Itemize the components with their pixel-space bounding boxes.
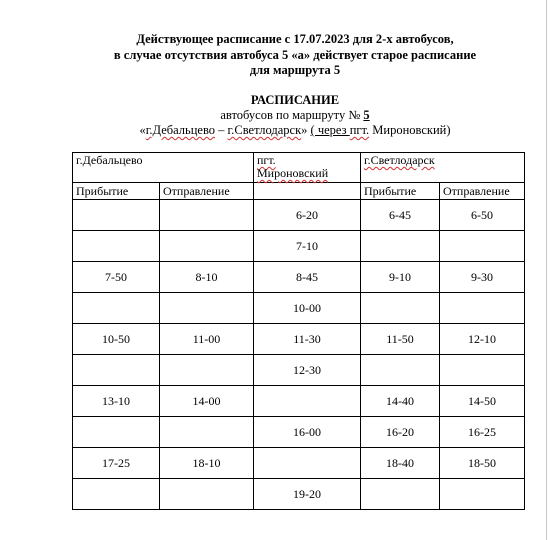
table-cell: 8-10 xyxy=(160,262,254,293)
stop-svetlodarsk-label: г.Светлодарск xyxy=(364,153,435,167)
route-dash: – xyxy=(215,123,228,137)
table-cell xyxy=(73,293,160,324)
col-arrival-1: Прибытие xyxy=(73,183,160,200)
route-description xyxy=(60,123,530,138)
table-row xyxy=(73,417,525,448)
route-open-quote: « xyxy=(139,123,146,137)
route-from: г.Дебальцево xyxy=(145,123,216,137)
table-cell xyxy=(73,355,160,386)
table-cell: 14-40 xyxy=(361,386,440,417)
route-subtitle xyxy=(60,108,530,123)
table-cell xyxy=(160,355,254,386)
notice-line-1: Действующее расписание с 17.07.2023 для 2-х автобусов, xyxy=(136,32,454,46)
table-cell: 6-50 xyxy=(440,200,525,231)
route-close-quote: » xyxy=(301,123,311,137)
table-cell: 11-00 xyxy=(160,324,254,355)
col-mironovsky xyxy=(254,183,361,200)
notice-line-2: в случае отсутствия автобуса 5 «а» действует старое расписание xyxy=(113,47,477,62)
table-cell xyxy=(160,417,254,448)
table-cell xyxy=(254,448,361,479)
table-cell: 18-40 xyxy=(361,448,440,479)
table-cell: 18-10 xyxy=(160,448,254,479)
columns-header-row xyxy=(73,183,525,200)
table-cell: 7-50 xyxy=(73,262,160,293)
schedule-table xyxy=(72,152,525,510)
table-cell xyxy=(160,231,254,262)
table-cell xyxy=(361,355,440,386)
route-number: 5 xyxy=(363,108,370,122)
route-to: г.Светлодарск xyxy=(227,123,302,137)
table-row xyxy=(73,386,525,417)
table-row xyxy=(73,231,525,262)
table-cell xyxy=(73,200,160,231)
table-cell: 7-10 xyxy=(254,231,361,262)
table-cell: 10-00 xyxy=(254,293,361,324)
table-cell xyxy=(160,200,254,231)
route-via-town-b: Мироновский) xyxy=(369,123,451,137)
table-cell: 17-25 xyxy=(73,448,160,479)
table-cell: 9-30 xyxy=(440,262,525,293)
table-cell xyxy=(73,231,160,262)
table-cell xyxy=(440,355,525,386)
table-cell xyxy=(440,293,525,324)
table-cell xyxy=(160,479,254,510)
table-cell: 11-30 xyxy=(254,324,361,355)
table-cell: 14-50 xyxy=(440,386,525,417)
table-cell: 16-20 xyxy=(361,417,440,448)
table-cell xyxy=(440,231,525,262)
table-cell: 8-45 xyxy=(254,262,361,293)
table-cell: 19-20 xyxy=(254,479,361,510)
table-cell: 6-20 xyxy=(254,200,361,231)
stop-mironovsky-line-1: пгт. xyxy=(257,153,276,167)
table-cell: 9-10 xyxy=(361,262,440,293)
stop-mironovsky-line-2: Мироновский xyxy=(257,166,329,180)
stops-header-row xyxy=(73,153,525,183)
table-cell xyxy=(361,479,440,510)
table-row xyxy=(73,200,525,231)
table-cell: 13-10 xyxy=(73,386,160,417)
table-cell xyxy=(254,386,361,417)
table-cell xyxy=(361,231,440,262)
table-cell xyxy=(73,479,160,510)
page-edge xyxy=(546,0,547,540)
table-cell: 18-50 xyxy=(440,448,525,479)
col-arrival-2: Прибытие xyxy=(361,183,440,200)
table-row xyxy=(73,293,525,324)
table-row xyxy=(73,479,525,510)
subtitle-prefix: автобусов по маршруту № xyxy=(220,108,364,122)
table-row xyxy=(73,355,525,386)
table-cell: 10-50 xyxy=(73,324,160,355)
stop-svetlodarsk xyxy=(361,153,525,183)
col-departure-2: Отправление xyxy=(440,183,525,200)
table-cell: 11-50 xyxy=(361,324,440,355)
table-row xyxy=(73,324,525,355)
table-row xyxy=(73,448,525,479)
table-cell: 16-25 xyxy=(440,417,525,448)
route-via-prefix: ( через xyxy=(310,123,350,137)
table-cell: 12-10 xyxy=(440,324,525,355)
table-cell xyxy=(361,293,440,324)
table-cell: 16-00 xyxy=(254,417,361,448)
notice-line-3: для маршрута 5 xyxy=(249,63,341,77)
stop-debaltsevo: г.Дебальцево xyxy=(73,153,254,183)
table-cell xyxy=(160,293,254,324)
table-cell: 6-45 xyxy=(361,200,440,231)
page-title: РАСПИСАНИЕ xyxy=(250,93,340,107)
col-departure-1: Отправление xyxy=(160,183,254,200)
table-cell xyxy=(73,417,160,448)
table-cell: 14-00 xyxy=(160,386,254,417)
table-cell: 12-30 xyxy=(254,355,361,386)
route-via-town-a: пгт. xyxy=(349,123,370,137)
table-row xyxy=(73,262,525,293)
table-cell xyxy=(440,479,525,510)
stop-mironovsky xyxy=(254,153,361,183)
schedule-notice xyxy=(60,32,530,79)
